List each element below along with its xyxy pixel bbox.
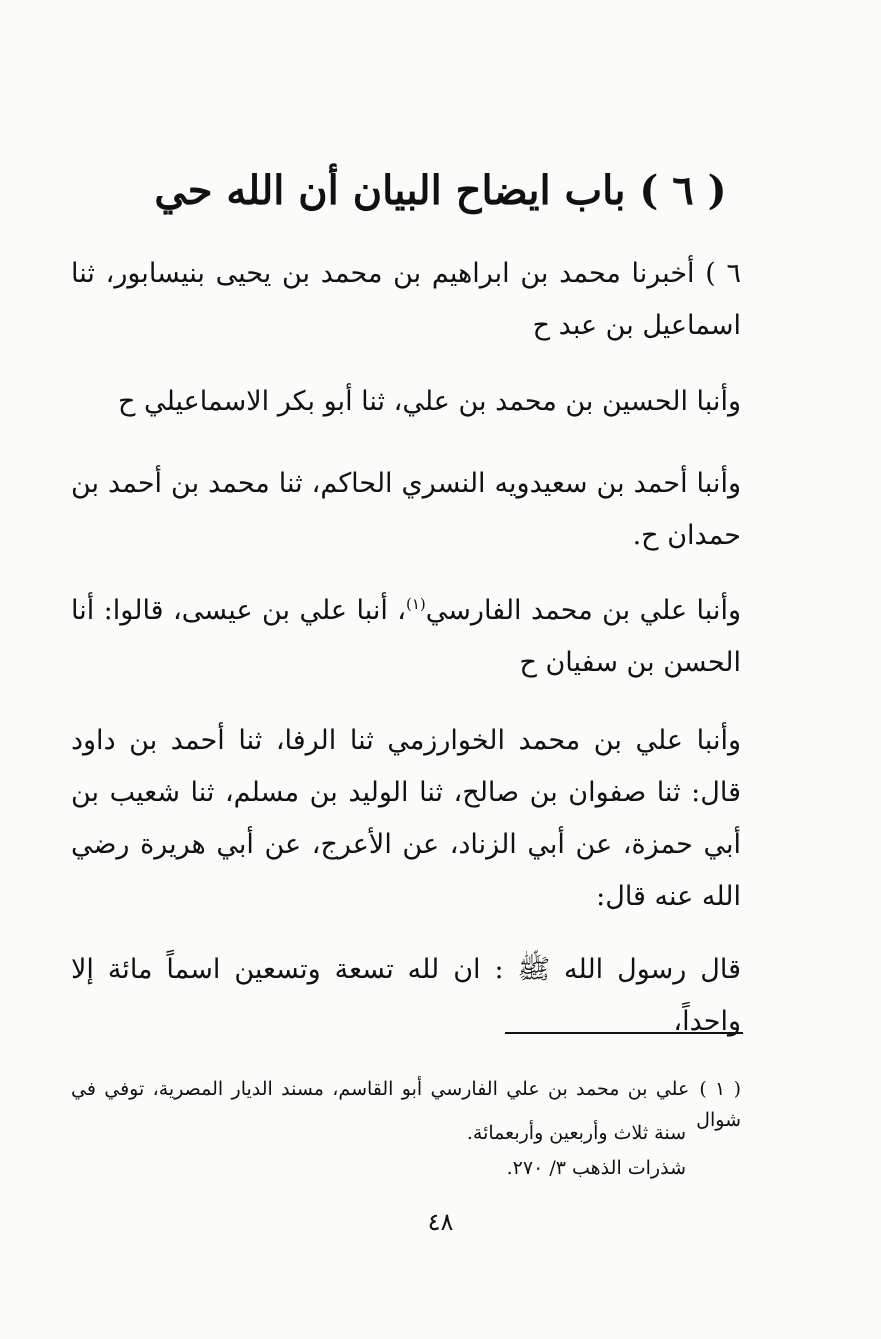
hadith-chain-paragraph-5: وأنبا علي بن محمد الخوارزمي ثنا الرفا، ثنا أحمد بن داود قال: ثنا صفوان بن صالح، ثنا الوليد بن مسلم، ثنا شعيب بن أبي حمزة، عن أبي الزناد، عن الأعرج، عن أبي هريرة رضي الله عنه قال: <box>71 725 741 912</box>
footnote-line-3: شذرات الذهب ٣/ ٢٧٠. <box>506 1157 686 1179</box>
hadith-chain-paragraph-3: وأنبا أحمد بن سعيدويه النسري الحاكم، ثنا محمد بن أحمد بن حمدان ح. <box>71 468 741 551</box>
footnote-number: ( ١ ) <box>699 1078 741 1100</box>
footnote-line-2: سنة ثلاث وأربعين وأربعمائة. <box>466 1122 686 1144</box>
page-number: ٤٨ <box>427 1208 454 1236</box>
paragraph-text-after-note: ، أنبا علي بن عيسى، قالوا: أنا الحسن بن سفيان ح <box>71 595 741 678</box>
footnote-line-1: علي بن محمد بن علي الفارسي أبو القاسم، مسند الديار المصرية، توفي في شوال <box>71 1078 741 1131</box>
paragraph-text-before-note: وأنبا علي بن محمد الفارسي <box>425 595 741 626</box>
hadith-chain-paragraph-2: وأنبا الحسين بن محمد بن علي، ثنا أبو بكر الاسماعيلي ح <box>118 386 741 417</box>
chapter-title: ( ٦ ) باب ايضاح البيان أن الله حي <box>154 167 727 214</box>
hadith-chain-paragraph-4 <box>71 585 741 689</box>
hadith-chain-paragraph-1: ٦ ) أخبرنا محمد بن ابراهيم بن محمد بن يحيى بنيسابور، ثنا اسماعيل بن عبد ح <box>71 258 741 341</box>
hadith-text-paragraph: قال رسول الله ﷺ : ان لله تسعة وتسعين اسماً مائة إلا واحداً، <box>71 954 741 1037</box>
footnote-divider <box>505 1032 743 1034</box>
footnote-reference: (١) <box>406 595 426 613</box>
